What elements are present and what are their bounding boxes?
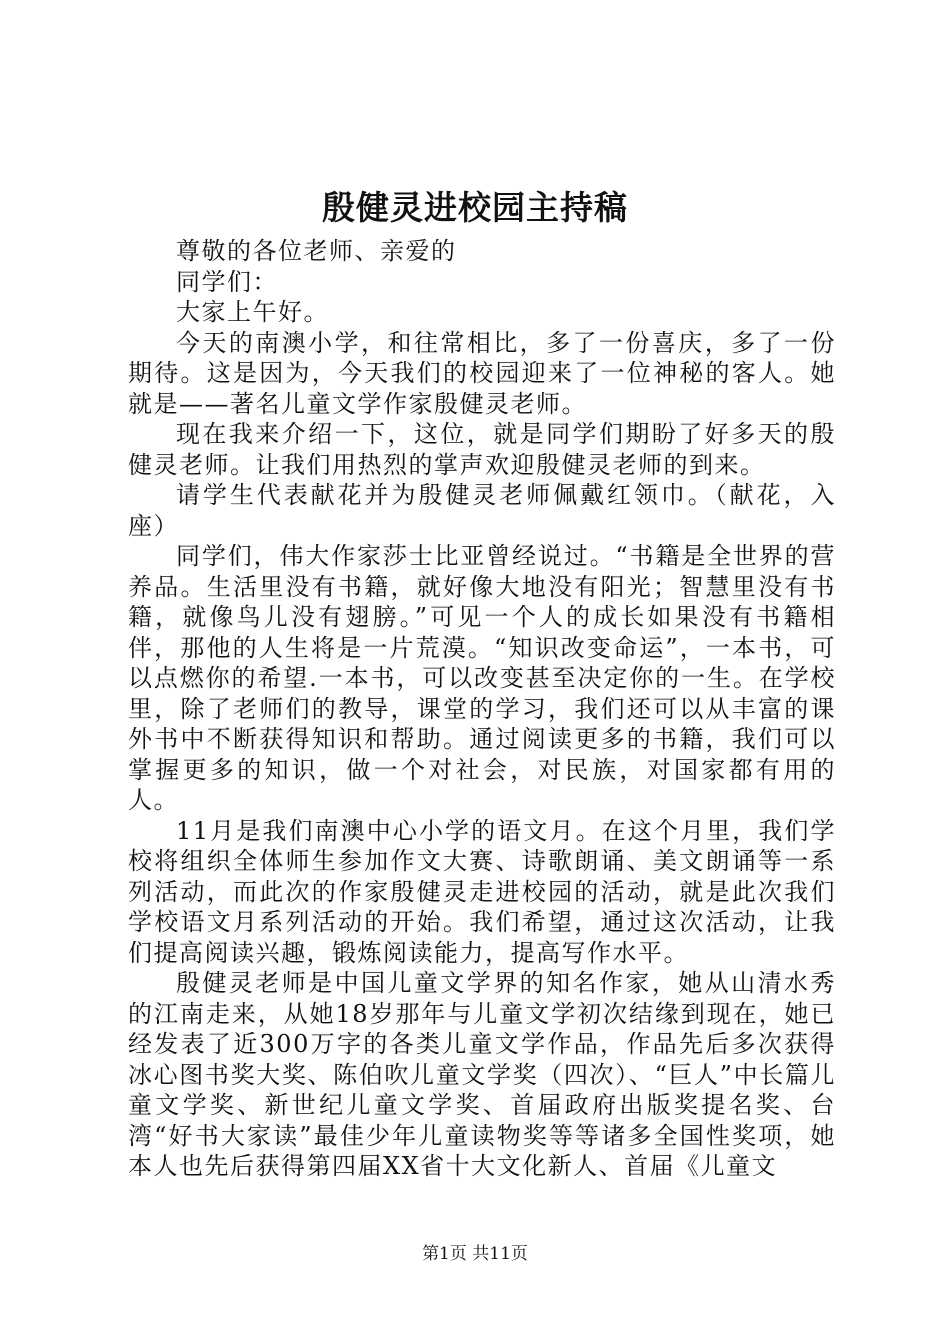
- paragraph: 同学们，伟大作家莎士比亚曾经说过。“书籍是全世界的营养品。生活里没有书籍，就好像大地没有阳光；智慧里没有书籍，就像鸟儿没有翅膀。”可见一个人的成长如果没有书籍相伴，那他的人生将是一片荒漠。“知识改变命运”，一本书，可以点燃你的希望.一本书，可以改变甚至决定你的一生。在学校里，除了老师们的教导，课堂的学习，我们还可以从丰富的课外书中不断获得知识和帮助。通过阅读更多的书籍，我们可以掌握更多的知识，做一个对社会，对民族，对国家都有用的人。: [128, 542, 836, 814]
- document-body: [128, 236, 836, 1182]
- paragraph: 尊敬的各位老师、亲爱的: [176, 237, 457, 265]
- paragraph: 现在我来介绍一下，这位，就是同学们期盼了好多天的殷健灵老师。让我们用热烈的掌声欢迎殷健灵老师的到来。: [128, 420, 836, 479]
- paragraph: 大家上午好。: [176, 298, 329, 326]
- paragraph: 今天的南澳小学，和往常相比，多了一份喜庆，多了一份期待。这是因为，今天我们的校园迎来了一位神秘的客人。她就是——著名儿童文学作家殷健灵老师。: [128, 328, 836, 418]
- document-title: 殷健灵进校园主持稿: [322, 188, 628, 227]
- paragraph: 请学生代表献花并为殷健灵老师佩戴红领巾。（献花，入座）: [128, 481, 836, 540]
- paragraph: 同学们：: [176, 267, 278, 296]
- paragraph: 殷健灵老师是中国儿童文学界的知名作家，她从山清水秀的江南走来，从她18岁那年与儿童文学初次结缘到现在，她已经发表了近300万字的各类儿童文学作品，作品先后多次获得冰心图书奖大奖、陈伯吹儿童文学奖（四次）、“巨人”中长篇儿童文学奖、新世纪儿童文学奖、首届政府出版奖提名奖、台湾“好书大家读”最佳少年儿童读物奖等等诸多全国性奖项，她本人也先后获得第四届XX省十大文化新人、首届《儿童文: [128, 969, 836, 1180]
- page-number-footer: 第1页 共11页: [422, 1244, 528, 1264]
- paragraph: 11月是我们南澳中心小学的语文月。在这个月里，我们学校将组织全体师生参加作文大赛、诗歌朗诵、美文朗诵等一系列活动，而此次的作家殷健灵走进校园的活动，就是此次我们学校语文月系列活动的开始。我们希望，通过这次活动，让我们提高阅读兴趣，锻炼阅读能力，提高写作水平。: [128, 816, 836, 967]
